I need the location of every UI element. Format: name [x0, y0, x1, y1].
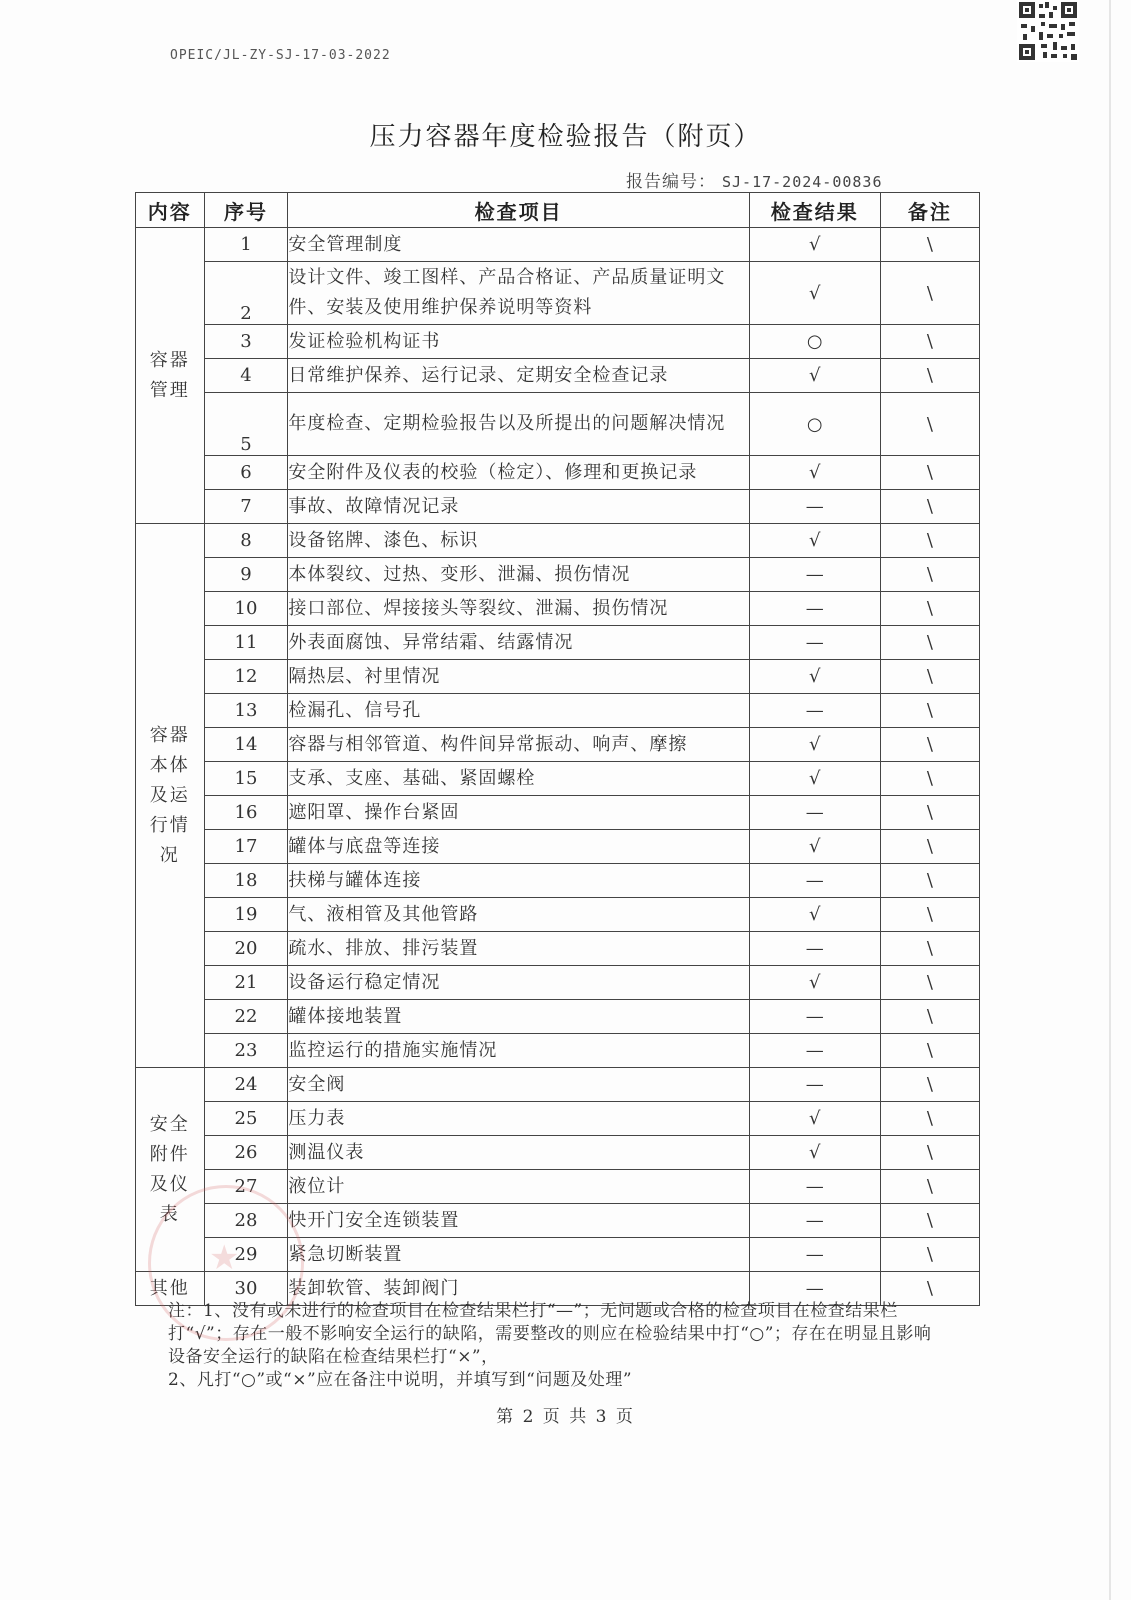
row-result: —	[749, 1068, 880, 1102]
row-number: 3	[204, 325, 288, 359]
row-remark: \	[880, 456, 979, 490]
row-result: √	[749, 728, 880, 762]
row-result: —	[749, 1000, 880, 1034]
row-item: 事故、故障情况记录	[288, 490, 749, 524]
row-item: 日常维护保养、运行记录、定期安全检查记录	[288, 359, 749, 393]
row-remark: \	[880, 1000, 979, 1034]
row-result: —	[749, 558, 880, 592]
row-item: 检漏孔、信号孔	[288, 694, 749, 728]
row-result: √	[749, 1136, 880, 1170]
row-remark: \	[880, 1068, 979, 1102]
row-remark: \	[880, 1102, 979, 1136]
category-other: 其他	[136, 1272, 205, 1306]
row-result: √	[749, 262, 880, 325]
table-row	[136, 626, 980, 660]
row-remark: \	[880, 762, 979, 796]
row-result: —	[749, 490, 880, 524]
row-remark: \	[880, 694, 979, 728]
header-item: 检查项目	[288, 193, 749, 228]
table-row	[136, 1136, 980, 1170]
row-result: √	[749, 660, 880, 694]
row-item: 年度检查、定期检验报告以及所提出的问题解决情况	[288, 393, 749, 456]
note-line-1: 注：1、没有或未进行的检查项目在检查结果栏打“—”；无问题或合格的检查项目在检查结果栏打“√”；存在一般不影响安全运行的缺陷，需要整改的则应在检验结果中打“○”；存在在明显且影响设备安全运行的缺陷在检查结果栏打“×”，	[168, 1301, 932, 1367]
row-result: —	[749, 694, 880, 728]
row-number: 25	[204, 1102, 288, 1136]
row-number: 26	[204, 1136, 288, 1170]
row-result: √	[749, 359, 880, 393]
table-row	[136, 864, 980, 898]
row-remark: \	[880, 898, 979, 932]
table-row	[136, 966, 980, 1000]
row-item: 设备铭牌、漆色、标识	[288, 524, 749, 558]
table-row	[136, 228, 980, 262]
row-item: 外表面腐蚀、异常结霜、结露情况	[288, 626, 749, 660]
row-remark: \	[880, 359, 979, 393]
row-item: 容器与相邻管道、构件间异常振动、响声、摩擦	[288, 728, 749, 762]
category-label: 容器 本体 及运 行情 况	[149, 724, 190, 866]
report-number	[626, 167, 883, 192]
row-result: —	[749, 626, 880, 660]
row-item: 测温仪表	[288, 1136, 749, 1170]
table-row	[136, 762, 980, 796]
row-item: 本体裂纹、过热、变形、泄漏、损伤情况	[288, 558, 749, 592]
table-row	[136, 456, 980, 490]
row-item: 压力表	[288, 1102, 749, 1136]
row-number: 23	[204, 1034, 288, 1068]
row-remark: \	[880, 592, 979, 626]
row-result: √	[749, 966, 880, 1000]
row-remark: \	[880, 1272, 979, 1306]
row-item: 罐体与底盘等连接	[288, 830, 749, 864]
row-result: √	[749, 228, 880, 262]
row-number: 12	[204, 660, 288, 694]
row-number: 5	[204, 393, 288, 456]
row-remark: \	[880, 325, 979, 359]
category-management	[136, 228, 205, 524]
table-row	[136, 558, 980, 592]
row-number: 19	[204, 898, 288, 932]
qr-code-icon	[1017, 0, 1079, 62]
row-remark: \	[880, 1204, 979, 1238]
row-item: 安全管理制度	[288, 228, 749, 262]
category-label: 容器 管理	[149, 349, 190, 401]
row-result: √	[749, 456, 880, 490]
row-result: ○	[749, 393, 880, 456]
row-result: √	[749, 830, 880, 864]
header-seq: 序号	[204, 193, 288, 228]
row-number: 9	[204, 558, 288, 592]
table-row	[136, 898, 980, 932]
row-number: 11	[204, 626, 288, 660]
row-number: 13	[204, 694, 288, 728]
row-remark: \	[880, 626, 979, 660]
row-number: 1	[204, 228, 288, 262]
row-number: 17	[204, 830, 288, 864]
row-result: —	[749, 932, 880, 966]
row-result: √	[749, 762, 880, 796]
row-item: 装卸软管、装卸阀门	[288, 1272, 749, 1306]
row-number: 20	[204, 932, 288, 966]
table-row	[136, 1204, 980, 1238]
row-remark: \	[880, 830, 979, 864]
row-remark: \	[880, 1170, 979, 1204]
row-remark: \	[880, 490, 979, 524]
row-result: ○	[749, 325, 880, 359]
row-item: 设计文件、竣工图样、产品合格证、产品质量证明文件、安装及使用维护保养说明等资料	[288, 262, 749, 325]
table-row	[136, 1102, 980, 1136]
table-row	[136, 932, 980, 966]
row-result: —	[749, 592, 880, 626]
row-result: —	[749, 1034, 880, 1068]
table-header-row	[136, 193, 980, 228]
page-title: 压力容器年度检验报告（附页）	[369, 122, 762, 152]
row-item: 遮阳罩、操作台紧固	[288, 796, 749, 830]
row-number: 24	[204, 1068, 288, 1102]
row-item: 隔热层、衬里情况	[288, 660, 749, 694]
row-item: 快开门安全连锁装置	[288, 1204, 749, 1238]
row-result: √	[749, 1102, 880, 1136]
row-item: 紧急切断装置	[288, 1238, 749, 1272]
header-remark: 备注	[880, 193, 979, 228]
table-row	[136, 262, 980, 325]
row-item: 监控运行的措施实施情况	[288, 1034, 749, 1068]
table-row	[136, 592, 980, 626]
row-number: 14	[204, 728, 288, 762]
row-remark: \	[880, 393, 979, 456]
header-result: 检查结果	[749, 193, 880, 228]
inspection-table	[135, 192, 980, 1306]
table-row	[136, 1034, 980, 1068]
row-remark: \	[880, 228, 979, 262]
row-result: —	[749, 1272, 880, 1306]
row-number: 18	[204, 864, 288, 898]
row-number: 10	[204, 592, 288, 626]
row-result: —	[749, 1238, 880, 1272]
table-row	[136, 1000, 980, 1034]
table-row	[136, 830, 980, 864]
row-number: 7	[204, 490, 288, 524]
row-number: 15	[204, 762, 288, 796]
table-row	[136, 694, 980, 728]
table-row	[136, 393, 980, 456]
row-result: —	[749, 864, 880, 898]
table-row	[136, 1068, 980, 1102]
row-item: 扶梯与罐体连接	[288, 864, 749, 898]
page-footer: 第 2 页 共 3 页	[496, 1407, 635, 1427]
row-item: 液位计	[288, 1170, 749, 1204]
row-item: 支承、支座、基础、紧固螺栓	[288, 762, 749, 796]
table-row	[136, 524, 980, 558]
row-number: 8	[204, 524, 288, 558]
table-row	[136, 796, 980, 830]
row-remark: \	[880, 558, 979, 592]
row-number: 2	[204, 262, 288, 325]
header-category: 内容	[136, 193, 205, 228]
row-item: 发证检验机构证书	[288, 325, 749, 359]
row-result: —	[749, 796, 880, 830]
row-number: 4	[204, 359, 288, 393]
table-row	[136, 728, 980, 762]
row-number: 30	[204, 1272, 288, 1306]
table-row	[136, 1238, 980, 1272]
row-result: —	[749, 1204, 880, 1238]
row-item: 接口部位、焊接接头等裂纹、泄漏、损伤情况	[288, 592, 749, 626]
row-number: 16	[204, 796, 288, 830]
row-item: 设备运行稳定情况	[288, 966, 749, 1000]
row-result: √	[749, 898, 880, 932]
table-row	[136, 660, 980, 694]
table-row	[136, 325, 980, 359]
report-number-value: SJ-17-2024-00836	[722, 173, 883, 191]
row-item: 罐体接地装置	[288, 1000, 749, 1034]
row-item: 安全阀	[288, 1068, 749, 1102]
row-remark: \	[880, 262, 979, 325]
row-remark: \	[880, 660, 979, 694]
row-number: 29	[204, 1238, 288, 1272]
table-row	[136, 1170, 980, 1204]
row-remark: \	[880, 1034, 979, 1068]
document-code: OPEIC/JL-ZY-SJ-17-03-2022	[170, 48, 391, 63]
row-remark: \	[880, 524, 979, 558]
row-remark: \	[880, 932, 979, 966]
table-row	[136, 490, 980, 524]
row-remark: \	[880, 966, 979, 1000]
report-number-label: 报告编号：	[626, 172, 716, 192]
category-body	[136, 524, 205, 1068]
category-safety	[136, 1068, 205, 1272]
notes	[168, 1300, 948, 1392]
row-remark: \	[880, 1238, 979, 1272]
row-number: 21	[204, 966, 288, 1000]
row-remark: \	[880, 1136, 979, 1170]
row-number: 27	[204, 1170, 288, 1204]
row-item: 疏水、排放、排污装置	[288, 932, 749, 966]
row-item: 气、液相管及其他管路	[288, 898, 749, 932]
row-number: 6	[204, 456, 288, 490]
table-row	[136, 359, 980, 393]
note-line-2: 2、凡打“○”或“×”应在备注中说明，并填写到“问题及处理”	[168, 1370, 633, 1390]
row-result: √	[749, 524, 880, 558]
row-item: 安全附件及仪表的校验（检定）、修理和更换记录	[288, 456, 749, 490]
row-remark: \	[880, 796, 979, 830]
row-remark: \	[880, 728, 979, 762]
row-remark: \	[880, 864, 979, 898]
page-edge-divider	[1109, 0, 1111, 1600]
row-result: —	[749, 1170, 880, 1204]
row-number: 28	[204, 1204, 288, 1238]
category-label: 安全 附件 及仪 表	[149, 1113, 190, 1225]
row-number: 22	[204, 1000, 288, 1034]
